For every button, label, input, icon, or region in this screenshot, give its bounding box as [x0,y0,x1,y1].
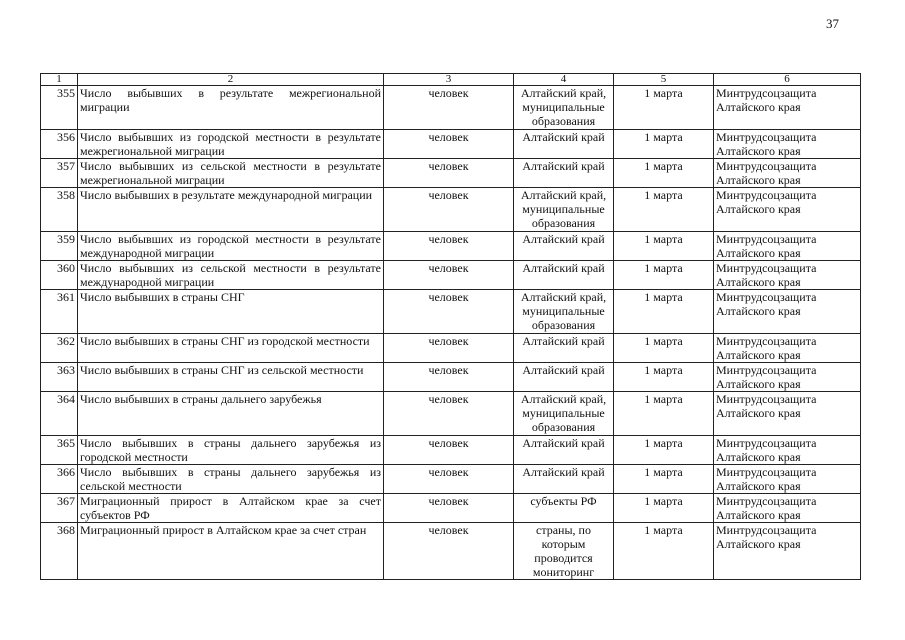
responsible-organization: Минтрудсоцзащита Алтайского края [714,159,861,188]
table-row [41,392,861,436]
deadline-date: 1 марта [614,86,714,130]
row-number: 358 [41,188,78,232]
unit-of-measure: человек [384,261,514,290]
column-header: 6 [714,74,861,86]
responsible-organization: Минтрудсоцзащита Алтайского края [714,261,861,290]
unit-of-measure: человек [384,465,514,494]
deadline-date: 1 марта [614,130,714,159]
deadline-date: 1 марта [614,290,714,334]
row-number: 364 [41,392,78,436]
indicator-name: Число выбывших из сельской местности в результате межрегиональной миграции [78,159,384,188]
unit-of-measure: человек [384,130,514,159]
deadline-date: 1 марта [614,436,714,465]
unit-of-measure: человек [384,523,514,580]
indicator-name: Число выбывших в результате международной миграции [78,188,384,232]
page-number: 37 [826,16,839,31]
row-number: 363 [41,363,78,392]
row-number: 367 [41,494,78,523]
responsible-organization: Минтрудсоцзащита Алтайского края [714,130,861,159]
table-row [41,436,861,465]
deadline-date: 1 марта [614,392,714,436]
table-row [41,363,861,392]
row-number: 356 [41,130,78,159]
responsible-organization: Минтрудсоцзащита Алтайского края [714,363,861,392]
table-row [41,86,861,130]
table-row [41,465,861,494]
indicator-name: Число выбывших в страны дальнего зарубежья из сельской местности [78,465,384,494]
row-number: 362 [41,334,78,363]
indicators-table [40,73,861,580]
territory: Алтайский край [514,465,614,494]
unit-of-measure: человек [384,290,514,334]
responsible-organization: Минтрудсоцзащита Алтайского края [714,494,861,523]
indicator-name: Число выбывших из сельской местности в результате международной миграции [78,261,384,290]
indicator-name: Число выбывших в страны СНГ [78,290,384,334]
column-header: 2 [78,74,384,86]
indicator-name: Число выбывших в страны СНГ из городской местности [78,334,384,363]
row-number: 360 [41,261,78,290]
unit-of-measure: человек [384,392,514,436]
column-header: 4 [514,74,614,86]
territory: Алтайский край, муниципальные образования [514,86,614,130]
table-row [41,232,861,261]
indicator-name: Число выбывших из городской местности в результате международной миграции [78,232,384,261]
row-number: 359 [41,232,78,261]
territory: страны, по которым проводится мониторинг [514,523,614,580]
indicator-name: Миграционный прирост в Алтайском крае за счет стран [78,523,384,580]
row-number: 366 [41,465,78,494]
responsible-organization: Минтрудсоцзащита Алтайского края [714,392,861,436]
responsible-organization: Минтрудсоцзащита Алтайского края [714,188,861,232]
territory: Алтайский край, муниципальные образования [514,392,614,436]
row-number: 357 [41,159,78,188]
table-row [41,159,861,188]
table-row [41,188,861,232]
table-row [41,494,861,523]
unit-of-measure: человек [384,159,514,188]
table-row [41,261,861,290]
unit-of-measure: человек [384,232,514,261]
deadline-date: 1 марта [614,159,714,188]
column-header: 3 [384,74,514,86]
responsible-organization: Минтрудсоцзащита Алтайского края [714,523,861,580]
unit-of-measure: человек [384,334,514,363]
row-number: 355 [41,86,78,130]
unit-of-measure: человек [384,436,514,465]
territory: Алтайский край [514,232,614,261]
deadline-date: 1 марта [614,465,714,494]
deadline-date: 1 марта [614,188,714,232]
territory: Алтайский край [514,363,614,392]
deadline-date: 1 марта [614,334,714,363]
row-number: 368 [41,523,78,580]
column-header: 5 [614,74,714,86]
unit-of-measure: человек [384,188,514,232]
territory: субъекты РФ [514,494,614,523]
territory: Алтайский край, муниципальные образования [514,290,614,334]
deadline-date: 1 марта [614,232,714,261]
header-row [41,74,861,86]
indicator-name: Число выбывших в результате межрегиональной миграции [78,86,384,130]
indicator-name: Миграционный прирост в Алтайском крае за счет субъектов РФ [78,494,384,523]
table-row [41,290,861,334]
row-number: 361 [41,290,78,334]
responsible-organization: Минтрудсоцзащита Алтайского края [714,232,861,261]
indicator-name: Число выбывших в страны дальнего зарубежья из городской местности [78,436,384,465]
territory: Алтайский край [514,334,614,363]
column-header: 1 [41,74,78,86]
deadline-date: 1 марта [614,494,714,523]
responsible-organization: Минтрудсоцзащита Алтайского края [714,86,861,130]
responsible-organization: Минтрудсоцзащита Алтайского края [714,465,861,494]
deadline-date: 1 марта [614,523,714,580]
indicator-name: Число выбывших в страны СНГ из сельской местности [78,363,384,392]
unit-of-measure: человек [384,86,514,130]
indicator-name: Число выбывших в страны дальнего зарубежья [78,392,384,436]
territory: Алтайский край [514,436,614,465]
deadline-date: 1 марта [614,363,714,392]
indicator-name: Число выбывших из городской местности в результате межрегиональной миграции [78,130,384,159]
responsible-organization: Минтрудсоцзащита Алтайского края [714,436,861,465]
unit-of-measure: человек [384,363,514,392]
territory: Алтайский край [514,159,614,188]
responsible-organization: Минтрудсоцзащита Алтайского края [714,334,861,363]
table-row [41,523,861,580]
row-number: 365 [41,436,78,465]
unit-of-measure: человек [384,494,514,523]
territory: Алтайский край, муниципальные образования [514,188,614,232]
territory: Алтайский край [514,261,614,290]
deadline-date: 1 марта [614,261,714,290]
territory: Алтайский край [514,130,614,159]
table-row [41,334,861,363]
table-row [41,130,861,159]
responsible-organization: Минтрудсоцзащита Алтайского края [714,290,861,334]
